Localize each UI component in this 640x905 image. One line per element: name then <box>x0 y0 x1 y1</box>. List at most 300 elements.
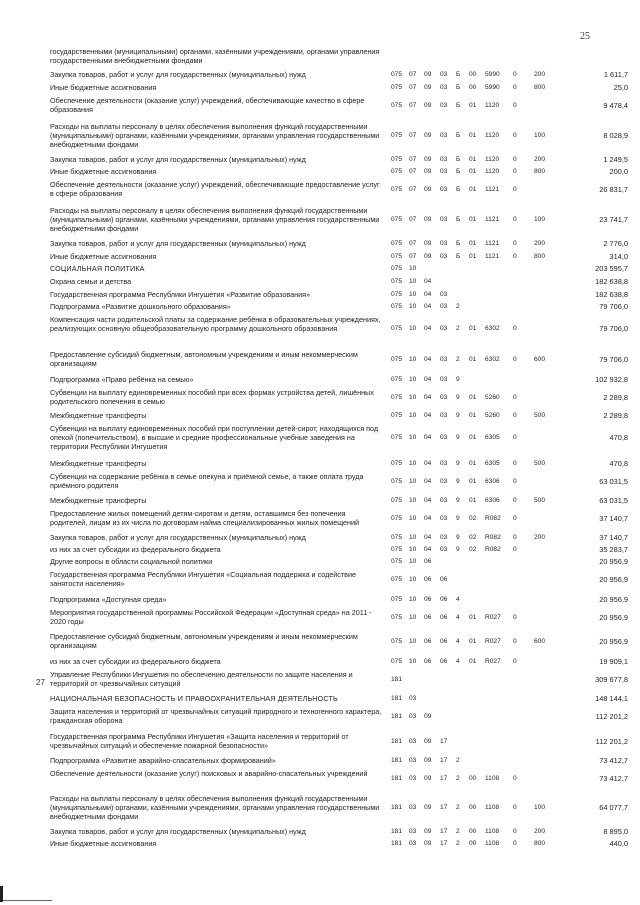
row-amount: 79 706,0 <box>599 324 628 334</box>
code-cell: 10 <box>409 393 417 401</box>
code-cell: 09 <box>424 840 432 847</box>
code-cell: 01 <box>469 132 477 140</box>
code-cell: 03 <box>440 71 448 78</box>
code-cell: 06 <box>424 637 432 645</box>
row-codes <box>386 433 578 443</box>
row-codes <box>386 839 578 849</box>
code-cell: 04 <box>424 291 432 298</box>
code-cell: 07 <box>409 216 417 224</box>
code-cell: 100 <box>534 132 546 140</box>
row-amount: 23 741,7 <box>599 215 628 225</box>
row-amount: 63 031,5 <box>599 476 628 486</box>
row-codes <box>386 355 578 365</box>
row-description: Другие вопросы в области социальной политики <box>50 557 213 566</box>
code-cell: 0 <box>513 637 517 645</box>
row-codes <box>386 545 578 555</box>
row-amount: 112 201,2 <box>595 711 628 721</box>
code-cell: 07 <box>409 168 417 175</box>
code-cell: 01 <box>469 216 477 224</box>
row-amount: 182 638,8 <box>595 277 628 286</box>
row-description: Субвенции на выплату единовременных пособий при всех формах устройства детей, лишённых родительского попечения в семью <box>50 388 374 407</box>
code-cell: 2 <box>456 355 460 363</box>
code-cell: 03 <box>409 828 417 835</box>
row-amount: 470,8 <box>609 433 628 443</box>
code-cell: 03 <box>440 497 448 504</box>
code-cell: 10 <box>409 613 417 621</box>
row-amount: 1 249,5 <box>603 155 628 164</box>
code-cell: 500 <box>534 460 546 467</box>
code-cell: 06 <box>424 613 432 621</box>
row-amount: 26 831,7 <box>599 184 628 194</box>
code-cell: R027 <box>485 613 501 621</box>
code-cell: 04 <box>424 355 432 363</box>
row-description: Межбюджетные трансферты <box>50 411 147 420</box>
code-cell: 10 <box>409 291 417 298</box>
code-cell: 0 <box>513 460 517 467</box>
row-description: Закупка товаров, работ и услуг для государственных (муниципальных) нужд <box>50 155 306 164</box>
row-description: Обеспечение деятельности (оказание услуг) учреждений, обеспечивающие качество в сфере образования <box>50 96 365 115</box>
code-cell: 10 <box>409 534 417 541</box>
row-amount: 25,0 <box>613 83 628 92</box>
row-description: Обеспечение деятельности (оказание услуг) поисковых и аварийно-спасательных учреждений <box>50 769 368 778</box>
code-cell: 075 <box>391 303 403 310</box>
code-cell: 02 <box>469 514 477 522</box>
row-codes <box>386 185 578 195</box>
row-codes <box>386 712 578 722</box>
code-cell: 0 <box>513 216 517 224</box>
code-cell: 075 <box>391 185 403 193</box>
code-cell: R027 <box>485 637 501 645</box>
code-cell: 075 <box>391 460 403 467</box>
code-cell: 4 <box>456 658 460 665</box>
code-cell: 07 <box>409 253 417 260</box>
code-cell: 500 <box>534 412 546 419</box>
row-description: Расходы на выплаты персоналу в целях обеспечения выполнения функций государственными (муниципальными) органами, казёнными учреждениями, органами управления государственными внебюджетными фондами <box>50 206 380 234</box>
code-cell: 03 <box>440 393 448 401</box>
code-cell: 06 <box>440 658 448 665</box>
code-cell: 075 <box>391 291 403 298</box>
code-cell: 09 <box>424 156 432 163</box>
code-cell: 01 <box>469 253 477 260</box>
code-cell: 6306 <box>485 497 500 504</box>
code-cell: 0 <box>513 393 517 401</box>
code-cell: 09 <box>424 71 432 78</box>
code-cell: 181 <box>391 840 403 847</box>
row-description: Управление Республики Ингушетия по обеспечению деятельности по защите населения и территорий от чрезвычайных ситуаций <box>50 670 353 689</box>
code-cell: 01 <box>469 477 477 485</box>
code-cell: 10 <box>409 658 417 665</box>
code-cell: 075 <box>391 240 403 247</box>
code-cell: 200 <box>534 828 546 835</box>
code-cell: 0 <box>513 434 517 442</box>
code-cell: 075 <box>391 514 403 522</box>
code-cell: 03 <box>440 132 448 140</box>
code-cell: 09 <box>424 712 432 720</box>
code-cell: 07 <box>409 132 417 140</box>
code-cell: R082 <box>485 534 501 541</box>
code-cell: 17 <box>440 840 448 847</box>
code-cell: 10 <box>409 558 417 565</box>
code-cell: 03 <box>440 514 448 522</box>
row-amount: 148 144,1 <box>595 694 628 703</box>
code-cell: 075 <box>391 393 403 401</box>
code-cell: 03 <box>409 712 417 720</box>
code-cell: Б <box>456 240 461 247</box>
code-cell: 9 <box>456 393 460 401</box>
code-cell: 075 <box>391 477 403 485</box>
code-cell: 500 <box>534 497 546 504</box>
code-cell: 0 <box>513 546 517 553</box>
row-amount: 2 289,8 <box>603 392 628 402</box>
row-description: Предоставление субсидий бюджетным, автономным учреждениям и иным некоммерческим организациям <box>50 632 358 651</box>
code-cell: 800 <box>534 253 546 260</box>
code-cell: 10 <box>409 637 417 645</box>
code-cell: 0 <box>513 240 517 247</box>
row-description: Закупка товаров, работ и услуг для государственных (муниципальных) нужд <box>50 70 306 79</box>
row-amount: 314,0 <box>609 252 628 261</box>
code-cell: 1121 <box>485 185 500 193</box>
code-cell: 2 <box>456 325 460 333</box>
code-cell: 1121 <box>485 240 500 247</box>
row-amount: 20 956,9 <box>599 595 628 604</box>
code-cell: 09 <box>424 774 432 782</box>
code-cell: 10 <box>409 376 417 383</box>
code-cell: 1121 <box>485 253 500 260</box>
code-cell: 0 <box>513 168 517 175</box>
code-cell: 9 <box>456 534 460 541</box>
code-cell: 03 <box>409 804 417 812</box>
code-cell: 03 <box>440 460 448 467</box>
code-cell: 00 <box>469 71 477 78</box>
code-cell: 075 <box>391 558 403 565</box>
code-cell: 10 <box>409 575 417 583</box>
code-cell: 9 <box>456 412 460 419</box>
code-cell: R027 <box>485 658 501 665</box>
code-cell: Б <box>456 101 461 109</box>
code-cell: 800 <box>534 84 546 91</box>
code-cell: 10 <box>409 355 417 363</box>
code-cell: 01 <box>469 434 477 442</box>
code-cell: 9 <box>456 460 460 467</box>
code-cell: 0 <box>513 613 517 621</box>
code-cell: 04 <box>424 477 432 485</box>
code-cell: 01 <box>469 658 477 665</box>
row-codes <box>386 756 578 766</box>
code-cell: 100 <box>534 804 546 812</box>
row-amount: 470,8 <box>609 459 628 468</box>
row-description: Государственная программа Республики Ингушетия «Социальная поддержка и содействие занятости населения» <box>50 570 357 589</box>
scan-edge-mark <box>0 900 52 901</box>
code-cell: 181 <box>391 675 403 683</box>
code-cell: 03 <box>409 757 417 764</box>
code-cell: 6302 <box>485 325 500 333</box>
code-cell: 00 <box>469 804 477 812</box>
row-description: Обеспечение деятельности (оказание услуг) учреждений, обеспечивающие предоставление услуг в сфере образования <box>50 180 380 199</box>
code-cell: 075 <box>391 637 403 645</box>
code-cell: 2 <box>456 757 460 764</box>
code-cell: 0 <box>513 774 517 782</box>
row-amount: 63 031,5 <box>599 496 628 505</box>
row-codes <box>386 637 578 647</box>
code-cell: 800 <box>534 840 546 847</box>
code-cell: 0 <box>513 132 517 140</box>
row-codes <box>386 694 578 704</box>
row-amount: 79 706,0 <box>599 302 628 311</box>
code-cell: 01 <box>469 393 477 401</box>
code-cell: 4 <box>456 596 460 603</box>
code-cell: 800 <box>534 168 546 175</box>
code-cell: 01 <box>469 156 477 163</box>
code-cell: 07 <box>409 101 417 109</box>
row-codes <box>386 52 578 62</box>
code-cell: R082 <box>485 546 501 553</box>
row-amount: 8 895,0 <box>603 827 628 836</box>
code-cell: 2 <box>456 303 460 310</box>
code-cell: 10 <box>409 303 417 310</box>
code-cell: 075 <box>391 325 403 333</box>
code-cell: 200 <box>534 71 546 78</box>
row-codes <box>386 411 578 421</box>
code-cell: 07 <box>409 84 417 91</box>
code-cell: R082 <box>485 514 501 522</box>
code-cell: 04 <box>424 278 432 285</box>
code-cell: 04 <box>424 393 432 401</box>
code-cell: 00 <box>469 84 477 91</box>
code-cell: 03 <box>440 546 448 553</box>
code-cell: 04 <box>424 303 432 310</box>
code-cell: 01 <box>469 497 477 504</box>
code-cell: 01 <box>469 101 477 109</box>
code-cell: 17 <box>440 804 448 812</box>
row-description: Подпрограмма «Доступная среда» <box>50 595 167 604</box>
row-codes <box>386 827 578 837</box>
code-cell: 06 <box>424 596 432 603</box>
row-description: Мероприятия государственной программы Российской Федерации «Доступная среда» на 2011 - 2020 годы <box>50 608 372 627</box>
code-cell: 09 <box>424 185 432 193</box>
row-codes <box>386 657 578 667</box>
row-description: Подпрограмма «Право ребёнка на семью» <box>50 375 194 384</box>
row-amount: 203 595,7 <box>595 264 628 273</box>
code-cell: 075 <box>391 376 403 383</box>
code-cell: 09 <box>424 737 432 745</box>
row-codes <box>386 167 578 177</box>
row-codes <box>386 70 578 80</box>
code-cell: 03 <box>440 534 448 541</box>
code-cell: 6305 <box>485 460 500 467</box>
code-cell: 06 <box>440 637 448 645</box>
code-cell: 9 <box>456 376 460 383</box>
code-cell: 2 <box>456 804 460 812</box>
code-cell: 07 <box>409 71 417 78</box>
row-amount: 37 140,7 <box>599 533 628 542</box>
row-amount: 2 289,8 <box>603 411 628 420</box>
row-amount: 73 412,7 <box>599 773 628 783</box>
code-cell: 0 <box>513 412 517 419</box>
row-amount: 37 140,7 <box>599 513 628 523</box>
page-number: 25 <box>580 31 590 42</box>
row-description: из них за счет субсидии из федерального бюджета <box>50 545 221 554</box>
code-cell: 04 <box>424 514 432 522</box>
row-description: Государственная программа Республики Ингушетия «Защита населения и территорий от чрезвычайных ситуаций и обеспечение пожарной безопасности» <box>50 732 349 751</box>
code-cell: 075 <box>391 168 403 175</box>
code-cell: 06 <box>440 613 448 621</box>
row-codes <box>386 803 578 813</box>
code-cell: 1120 <box>485 101 500 109</box>
code-cell: Б <box>456 71 461 78</box>
row-description: Расходы на выплаты персоналу в целях обеспечения выполнения функций государственными (муниципальными) органами, казёнными учреждениями, органами управления государственными внебюджетными фондами <box>50 794 380 822</box>
row-codes <box>386 239 578 249</box>
code-cell: 1120 <box>485 156 500 163</box>
code-cell: 9 <box>456 434 460 442</box>
code-cell: 03 <box>440 168 448 175</box>
code-cell: 10 <box>409 265 417 272</box>
code-cell: 03 <box>440 376 448 383</box>
code-cell: 09 <box>424 240 432 247</box>
code-cell: 01 <box>469 637 477 645</box>
code-cell: 01 <box>469 460 477 467</box>
row-amount: 35 283,7 <box>599 545 628 554</box>
row-amount: 9 478,4 <box>603 100 628 110</box>
code-cell: 075 <box>391 84 403 91</box>
code-cell: 03 <box>440 240 448 247</box>
code-cell: 01 <box>469 355 477 363</box>
code-cell: 075 <box>391 71 403 78</box>
row-codes <box>386 595 578 605</box>
row-description: Расходы на выплаты персоналу в целях обеспечения выполнения функций государственными (муниципальными) органами, казёнными учреждениями, органами управления государственными внебюджетными фондами <box>50 122 380 150</box>
row-description: из них за счет субсидии из федерального бюджета <box>50 657 221 666</box>
row-codes <box>386 83 578 93</box>
code-cell: 03 <box>409 774 417 782</box>
code-cell: 075 <box>391 534 403 541</box>
code-cell: 6302 <box>485 355 500 363</box>
row-codes <box>386 774 578 784</box>
row-description: Закупка товаров, работ и услуг для государственных (муниципальных) нужд <box>50 239 306 248</box>
code-cell: 03 <box>440 434 448 442</box>
code-cell: 1108 <box>485 804 500 812</box>
code-cell: 0 <box>513 840 517 847</box>
code-cell: 04 <box>424 497 432 504</box>
code-cell: 17 <box>440 757 448 764</box>
code-cell: 075 <box>391 101 403 109</box>
row-amount: 20 956,9 <box>599 612 628 622</box>
row-description: Закупка товаров, работ и услуг для государственных (муниципальных) нужд <box>50 533 306 542</box>
code-cell: 10 <box>409 325 417 333</box>
code-cell: 09 <box>424 168 432 175</box>
code-cell: 075 <box>391 434 403 442</box>
row-description: Государственная программа Республики Ингушетия «Развитие образования» <box>50 290 310 299</box>
row-amount: 440,0 <box>609 839 628 848</box>
code-cell: 0 <box>513 71 517 78</box>
code-cell: 10 <box>409 514 417 522</box>
code-cell: 9 <box>456 497 460 504</box>
code-cell: 075 <box>391 278 403 285</box>
code-cell: 09 <box>424 132 432 140</box>
row-amount: 64 077,7 <box>599 803 628 813</box>
row-amount: 2 776,0 <box>603 239 628 248</box>
code-cell: 1108 <box>485 774 500 782</box>
code-cell: 075 <box>391 575 403 583</box>
code-cell: 10 <box>409 412 417 419</box>
code-cell: 5990 <box>485 84 500 91</box>
code-cell: 04 <box>424 325 432 333</box>
code-cell: 10 <box>409 477 417 485</box>
code-cell: 01 <box>469 325 477 333</box>
code-cell: 07 <box>409 185 417 193</box>
row-amount: 79 706,0 <box>599 354 628 364</box>
code-cell: 5990 <box>485 71 500 78</box>
row-codes <box>386 302 578 312</box>
code-cell: 01 <box>469 168 477 175</box>
code-cell: 03 <box>440 84 448 91</box>
row-description: Межбюджетные трансферты <box>50 459 147 468</box>
code-cell: 04 <box>424 546 432 553</box>
code-cell: 9 <box>456 477 460 485</box>
code-cell: 6306 <box>485 477 500 485</box>
code-cell: 0 <box>513 101 517 109</box>
code-cell: 01 <box>469 185 477 193</box>
row-codes <box>386 459 578 469</box>
code-cell: 03 <box>440 303 448 310</box>
code-cell: 04 <box>424 434 432 442</box>
row-amount: 1 611,7 <box>603 70 628 79</box>
row-codes <box>386 290 578 300</box>
row-codes <box>386 557 578 567</box>
code-cell: 03 <box>440 156 448 163</box>
code-cell: 0 <box>513 477 517 485</box>
code-cell: 07 <box>409 240 417 247</box>
code-cell: 075 <box>391 253 403 260</box>
row-description: Закупка товаров, работ и услуг для государственных (муниципальных) нужд <box>50 827 306 836</box>
code-cell: 0 <box>513 185 517 193</box>
row-description: Субвенции на содержание ребёнка в семье опекуна и приёмной семье, а также оплата труда приёмного родителя <box>50 472 364 491</box>
row-description: Межбюджетные трансферты <box>50 496 147 505</box>
code-cell: 03 <box>409 737 417 745</box>
code-cell: 07 <box>409 156 417 163</box>
code-cell: 06 <box>440 596 448 603</box>
row-description: Компенсация части родительской платы за содержание ребёнка в образовательных учреждениях, реализующих основную общеобразовательную программу дошкольного образования <box>50 315 381 334</box>
code-cell: 0 <box>513 84 517 91</box>
code-cell: 10 <box>409 460 417 467</box>
code-cell: 00 <box>469 828 477 835</box>
row-codes <box>386 477 578 487</box>
code-cell: 2 <box>456 774 460 782</box>
code-cell: 02 <box>469 534 477 541</box>
code-cell: 10 <box>409 278 417 285</box>
code-cell: 9 <box>456 514 460 522</box>
row-codes <box>386 514 578 524</box>
code-cell: 17 <box>440 828 448 835</box>
code-cell: 03 <box>409 695 417 702</box>
code-cell: 1120 <box>485 168 500 175</box>
code-cell: 181 <box>391 737 403 745</box>
code-cell: 075 <box>391 596 403 603</box>
code-cell: 100 <box>534 216 546 224</box>
code-cell: 181 <box>391 712 403 720</box>
row-codes <box>386 393 578 403</box>
row-description: Иные бюджетные ассигнования <box>50 83 157 92</box>
code-cell: Б <box>456 132 461 140</box>
code-cell: 1120 <box>485 132 500 140</box>
row-amount: 20 956,9 <box>599 557 628 566</box>
row-amount: 182 638,8 <box>595 290 628 299</box>
code-cell: 03 <box>440 101 448 109</box>
code-cell: 075 <box>391 412 403 419</box>
code-cell: 03 <box>440 253 448 260</box>
row-codes <box>386 533 578 543</box>
row-amount: 19 909,1 <box>599 657 628 666</box>
row-codes <box>386 264 578 274</box>
code-cell: Б <box>456 185 461 193</box>
